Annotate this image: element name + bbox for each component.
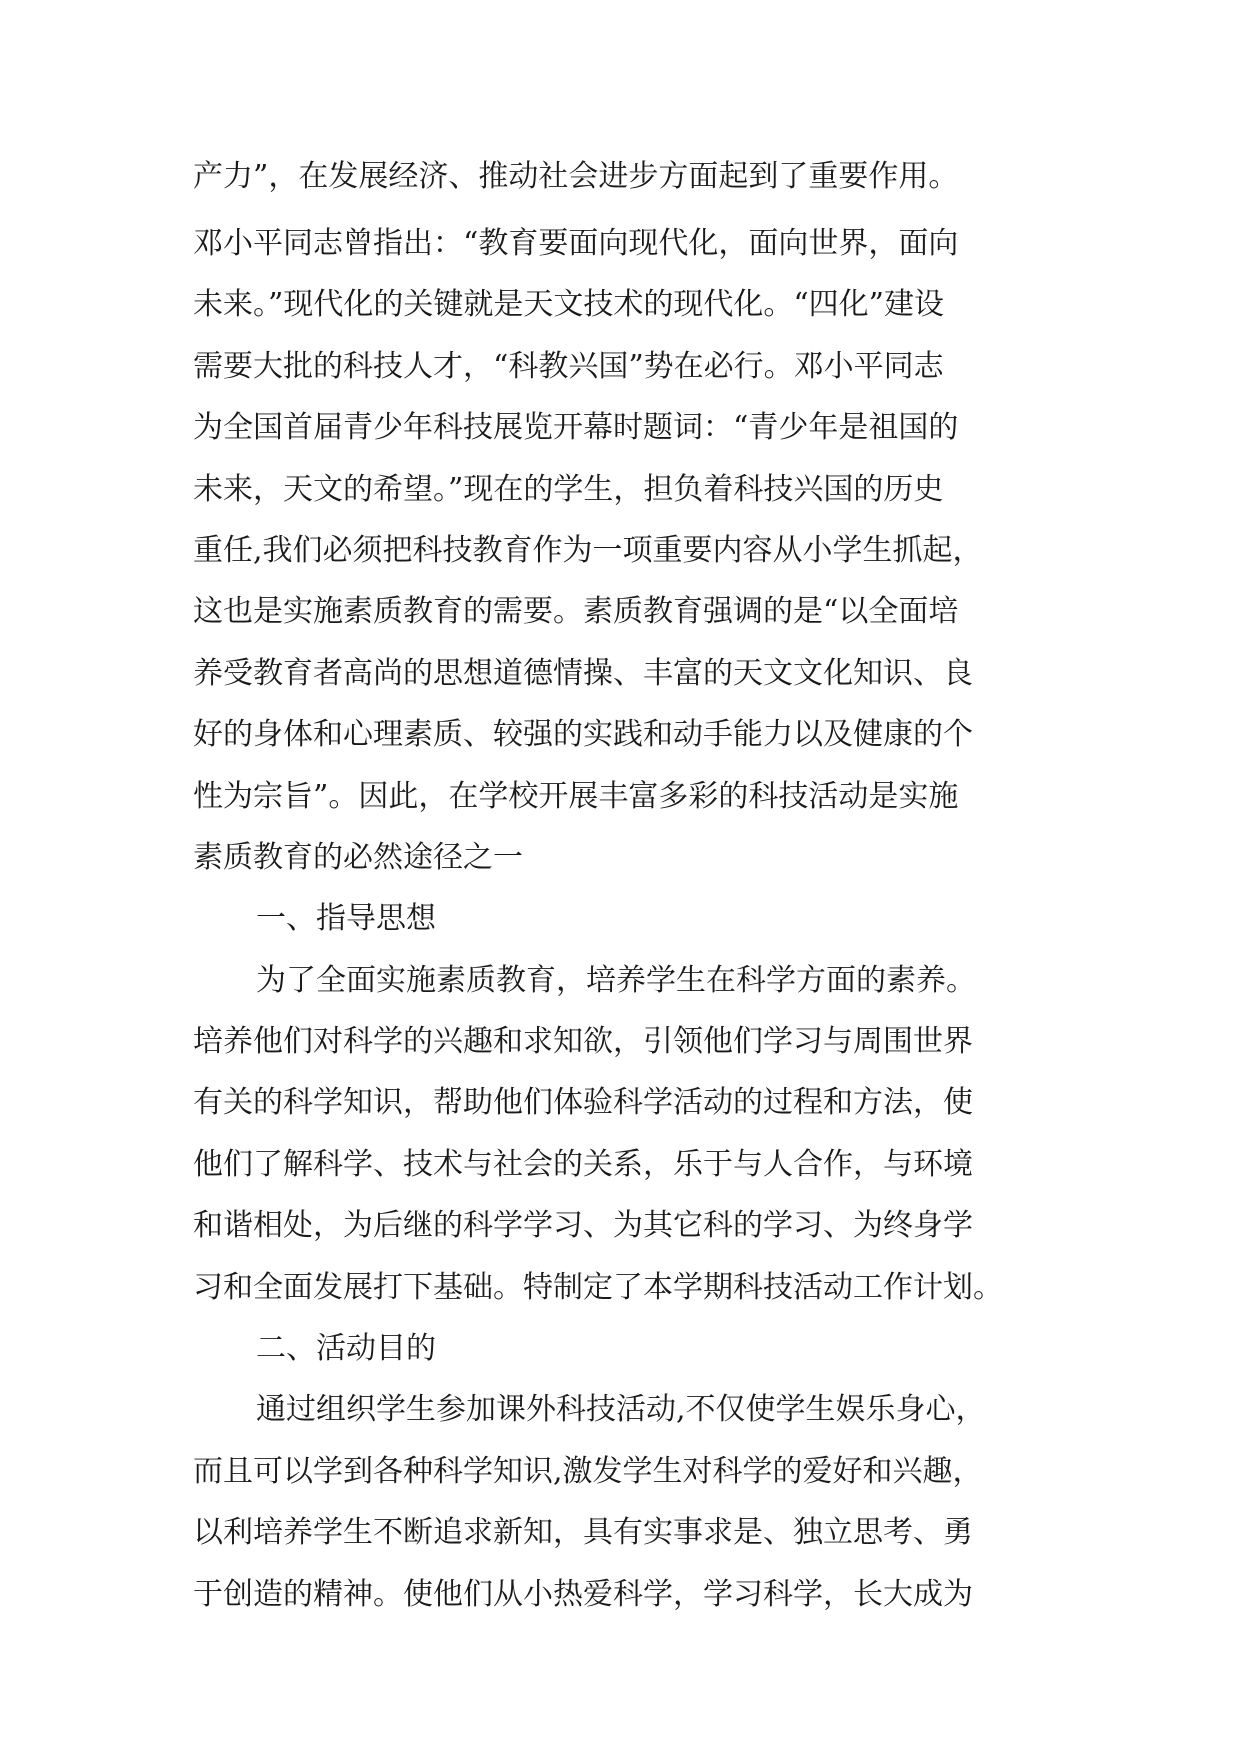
text-line: 性为宗旨”。因此，在学校开展丰富多彩的科技活动是实施: [193, 778, 959, 814]
text-line: 而且可以学到各种科学知识,激发学生对科学的爱好和兴趣，: [193, 1453, 983, 1489]
text-line: 未来。”现代化的关键就是天文技术的现代化。“四化”建设: [193, 287, 945, 323]
section-heading: 二、活动目的: [256, 1331, 436, 1367]
section-heading: 一、指导思想: [256, 901, 436, 937]
text-line: 邓小平同志曾指出：“教育要面向现代化，面向世界，面向: [193, 226, 959, 261]
text-line: 未来，天文的希望。”现在的学生，担负着科技兴国的历史: [193, 471, 944, 507]
text-line: 产力”，在发展经济、推动社会进步方面起到了重要作用。: [193, 159, 959, 194]
text-line: 以利培养学生不断追求新知，具有实事求是、独立思考、勇: [193, 1515, 973, 1551]
text-line: 习和全面发展打下基础。特制定了本学期科技活动工作计划。: [193, 1269, 1003, 1305]
text-line: 于创造的精神。使他们从小热爱科学，学习科学，长大成为: [193, 1576, 973, 1612]
text-line: 他们了解科学、技术与社会的关系，乐于与人合作，与环境: [193, 1146, 973, 1182]
text-line: 为全国首届青少年科技展览开幕时题词：“青少年是祖国的: [193, 410, 959, 446]
text-line: 这也是实施素质教育的需要。素质教育强调的是“以全面培: [193, 594, 959, 630]
document-body: [193, 152, 1073, 1625]
text-line: 素质教育的必然途径之一: [193, 839, 523, 875]
text-line: 和谐相处，为后继的科学学习、为其它科的学习、为终身学: [193, 1208, 973, 1244]
text-line: 需要大批的科技人才，“科教兴国”势在必行。邓小平同志: [193, 348, 944, 384]
text-line: 好的身体和心理素质、较强的实践和动手能力以及健康的个: [193, 717, 973, 753]
text-line: 为了全面实施素质教育，培养学生在科学方面的素养。: [256, 962, 976, 998]
text-line: 通过组织学生参加课外科技活动,不仅使学生娱乐身心，: [256, 1392, 986, 1428]
text-line: 培养他们对科学的兴趣和求知欲，引领他们学习与周围世界: [193, 1024, 973, 1060]
text-line: 有关的科学知识，帮助他们体验科学活动的过程和方法，使: [193, 1085, 973, 1121]
text-line: 养受教育者高尚的思想道德情操、丰富的天文文化知识、良: [193, 655, 973, 691]
text-line: 重任,我们必须把科技教育作为一项重要内容从小学生抓起，: [193, 532, 983, 568]
